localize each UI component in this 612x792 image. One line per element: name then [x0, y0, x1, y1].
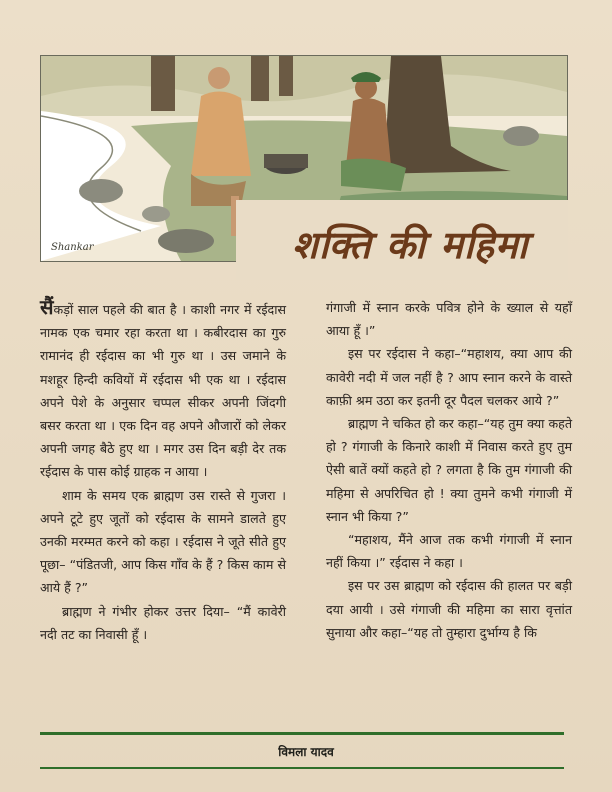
paragraph: ब्राह्मण ने गंभीर होकर उत्तर दिया– “मैं कावेरी नदी तट का निवासी हूँ । [40, 603, 286, 642]
paragraph [40, 296, 286, 484]
paragraph: ब्राह्मण ने चकित हो कर कहा–“यह तुम क्या कहते हो ? गंगाजी के किनारे काशी में निवास करते हुए तुम ऐसी बातें क्यों कहते हो ? लगता है कि तुम गंगाजी की महिमा से अपरिचित हो ! क्या तुमने कभी गंगाजी में स्नान भी किया ?” [326, 416, 572, 524]
paragraph: इस पर रईदास ने कहा–“महाशय, क्या आप की कावेरी नदी में जल नहीं है ? आप स्नान करने के वास्ते काफ़ी श्रम उठा कर इतनी दूर पैदल चलकर आये ?” [326, 346, 572, 408]
left-column [40, 296, 286, 646]
story-title: शक्ति की महिमा [292, 223, 529, 267]
paragraph: शाम के समय एक ब्राह्मण उस रास्ते से गुजरा । अपने टूटे हुए जूतों को रईदास के सामने डालते हुए उनकी मरम्मत करने को कहा । रईदास ने जूते सीते हुए पूछा– “पंडितजी, आप किस गाँव के हैं ? किस काम से आये हैं ?” [40, 487, 286, 596]
footer-rule-bottom [40, 767, 564, 769]
author-name: विमला यादव [278, 745, 334, 759]
footer-rule-top [40, 732, 564, 735]
paragraph-text: कड़ों साल पहले की बात है । काशी नगर में रईदास नामक एक चमार रहा करता था । कबीरदास का गुरु रामानंद ही रईदास का भी गुरु था । उस जमाने के मशहूर हिन्दी कवियों में रईदास भी एक था । रईदास अपने पेशे के अनुसार चप्पल सीकर अपनी जिंदगी बसर करता था । एक दिन वह अपने औजारों को लेकर अपनी जगह बैठे हुए था । मगर उस दिन बड़ी देर तक रईदास के पास कोई ग्राहक न आया । [40, 302, 286, 480]
paragraph: गंगाजी में स्नान करके पवित्र होने के ख्याल से यहाँ आया हूँ ।” [326, 300, 572, 339]
right-column [326, 296, 572, 644]
paragraph: इस पर उस ब्राह्मण को रईदास की हालत पर बड़ी दया आयी । उसे गंगाजी की महिमा का सारा वृत्तांत सुनाया और कहा–“यह तो तुम्हारा दुर्भाग्य है कि [326, 578, 572, 640]
illustrator-signature: Shankar [51, 242, 94, 253]
paragraph: “महाशय, मैंने आज तक कभी गंगाजी में स्नान नहीं किया ।” रईदास ने कहा । [326, 532, 572, 571]
drop-cap: सैं [40, 295, 54, 319]
